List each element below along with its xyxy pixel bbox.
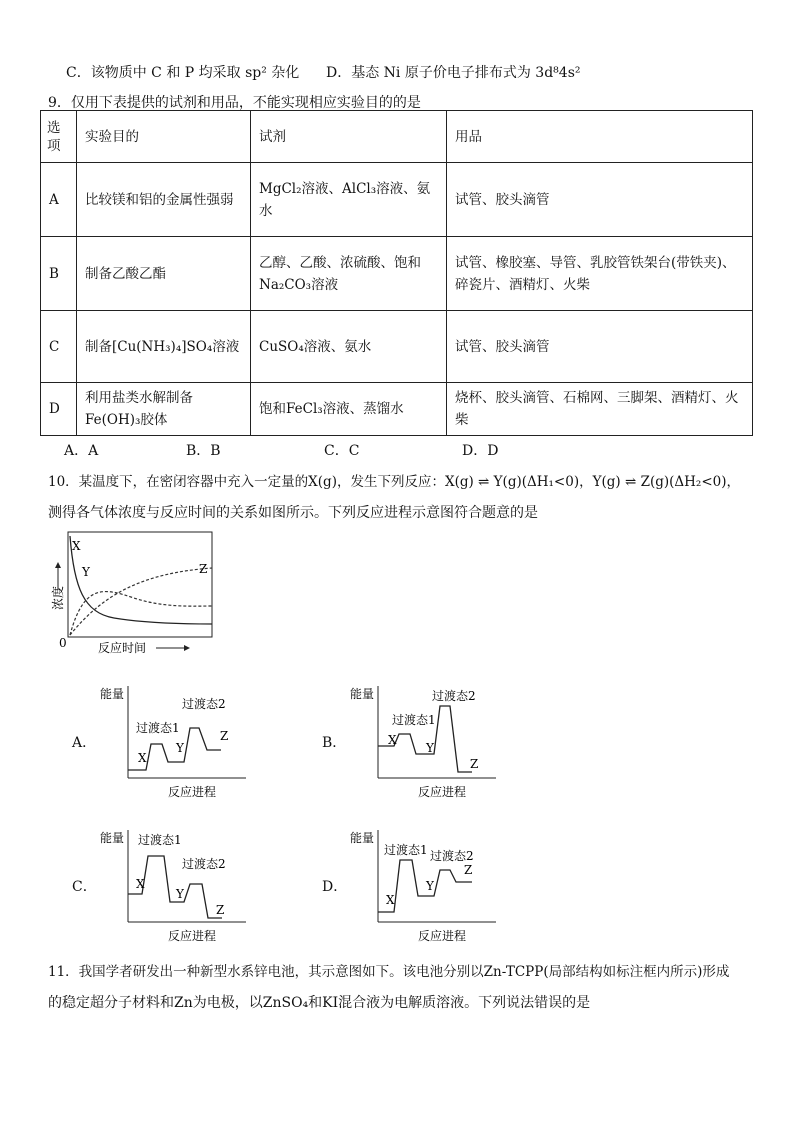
table-row [41, 237, 753, 311]
ts2-label: 过渡态2 [182, 857, 226, 871]
table-row [41, 383, 753, 436]
species-x: X [386, 893, 395, 907]
ts1-label: 过渡态1 [392, 713, 436, 727]
row-purpose: 制备乙酸乙酯 [77, 237, 251, 311]
row-reagents: CuSO₄溶液、氨水 [251, 311, 447, 383]
row-reagents: 饱和FeCl₃溶液、蒸馏水 [251, 383, 447, 436]
header-purpose: 实验目的 [77, 111, 251, 163]
label-x: X [72, 539, 81, 553]
energy-diagram-a [96, 682, 286, 804]
ts1-label: 过渡态1 [138, 833, 182, 847]
species-z: Z [464, 863, 473, 877]
q9-table [40, 110, 753, 436]
row-purpose: 制备[Cu(NH₃)₄]SO₄溶液 [77, 311, 251, 383]
species-z: Z [470, 757, 479, 771]
label-y: Y [82, 565, 90, 579]
row-option: A [41, 163, 77, 237]
species-y: Y [176, 887, 184, 901]
x-arrow-head [184, 645, 190, 651]
table-row [41, 311, 753, 383]
species-y: Y [426, 741, 434, 755]
q9-answer-c: C．C [324, 443, 360, 459]
row-items: 试管、胶头滴管 [447, 163, 753, 237]
header-items: 用品 [447, 111, 753, 163]
species-z: Z [220, 729, 229, 743]
option-b-label: B． [322, 735, 347, 751]
ts2-label: 过渡态2 [430, 849, 474, 863]
row-reagents: 乙醇、乙酸、浓硫酸、饱和Na₂CO₃溶液 [251, 237, 447, 311]
species-x: X [136, 877, 145, 891]
species-y: Y [426, 879, 434, 893]
q11-line2: 的稳定超分子材料和Zn为电极，以ZnSO₄和KI混合液为电解质溶液。下列说法错误的是 [48, 995, 591, 1011]
energy-xlabel: 反应进程 [168, 785, 217, 799]
energy-ylabel: 能量 [350, 687, 375, 701]
energy-ylabel: 能量 [350, 831, 375, 845]
x-axis-label: 反应时间 [98, 641, 147, 655]
row-purpose: 利用盐类水解制备Fe(OH)₃胶体 [77, 383, 251, 436]
energy-ylabel: 能量 [100, 687, 125, 701]
species-z: Z [216, 903, 225, 917]
q9-answer-a: A．A [64, 443, 99, 459]
species-y: Y [176, 741, 184, 755]
option-c-label: C． [72, 879, 97, 895]
row-option: D [41, 383, 77, 436]
curve-y [70, 592, 212, 635]
header-reagents: 试剂 [251, 111, 447, 163]
row-option: C [41, 311, 77, 383]
energy-diagram-b [346, 682, 536, 804]
label-z: Z [199, 562, 208, 576]
origin-label: 0 [59, 636, 67, 650]
species-x: X [388, 733, 397, 747]
energy-diagram-c [96, 826, 286, 948]
y-arrow-head [55, 562, 61, 568]
table-header-row [41, 111, 753, 163]
curve-x [70, 536, 212, 624]
row-items: 试管、橡胶塞、导管、乳胶管铁架台(带铁夹)、碎瓷片、酒精灯、火柴 [447, 237, 753, 311]
concentration-time-graph [44, 528, 234, 658]
q9-stem: 9．仅用下表提供的试剂和用品，不能实现相应实验目的的是 [48, 95, 421, 111]
q10-stem-line2: 测得各气体浓度与反应时间的关系如图所示。下列反应进程示意图符合题意的是 [48, 505, 538, 521]
ts2-label: 过渡态2 [432, 689, 476, 703]
ts2-label: 过渡态2 [182, 697, 226, 711]
q10-stem-line1: 10．某温度下，在密闭容器中充入一定量的X(g)，发生下列反应：X(g) ⇌ Y(g)(ΔH₁<0)，Y(g) ⇌ Z(g)(ΔH₂<0)， [48, 474, 741, 490]
row-items: 试管、胶头滴管 [447, 311, 753, 383]
energy-xlabel: 反应进程 [418, 785, 467, 799]
row-purpose: 比较镁和铝的金属性强弱 [77, 163, 251, 237]
energy-ylabel: 能量 [100, 831, 125, 845]
energy-xlabel: 反应进程 [418, 929, 467, 943]
q11-line1: 11．我国学者研发出一种新型水系锌电池，其示意图如下。该电池分别以Zn-TCPP(局部结构如标注框内所示)形成 [48, 964, 730, 980]
ts1-label: 过渡态1 [384, 843, 428, 857]
row-items: 烧杯、胶头滴管、石棉网、三脚架、酒精灯、火柴 [447, 383, 753, 436]
table-row [41, 163, 753, 237]
option-a-label: A． [72, 735, 97, 751]
energy-diagram-d [346, 826, 546, 948]
header-option: 选项 [41, 111, 77, 163]
option-d-label: D． [322, 879, 348, 895]
y-axis-label: 浓度 [51, 585, 65, 610]
species-x: X [138, 751, 147, 765]
row-reagents: MgCl₂溶液、AlCl₃溶液、氨水 [251, 163, 447, 237]
ts1-label: 过渡态1 [136, 721, 180, 735]
curve-z [70, 568, 212, 635]
q9-answer-b: B．B [186, 443, 221, 459]
q8-option-d: D．基态 Ni 原子价电子排布式为 3d⁸4s² [326, 65, 581, 81]
q9-answer-d: D．D [462, 443, 499, 459]
energy-xlabel: 反应进程 [168, 929, 217, 943]
row-option: B [41, 237, 77, 311]
q8-option-c: C．该物质中 C 和 P 均采取 sp² 杂化 [66, 65, 300, 81]
